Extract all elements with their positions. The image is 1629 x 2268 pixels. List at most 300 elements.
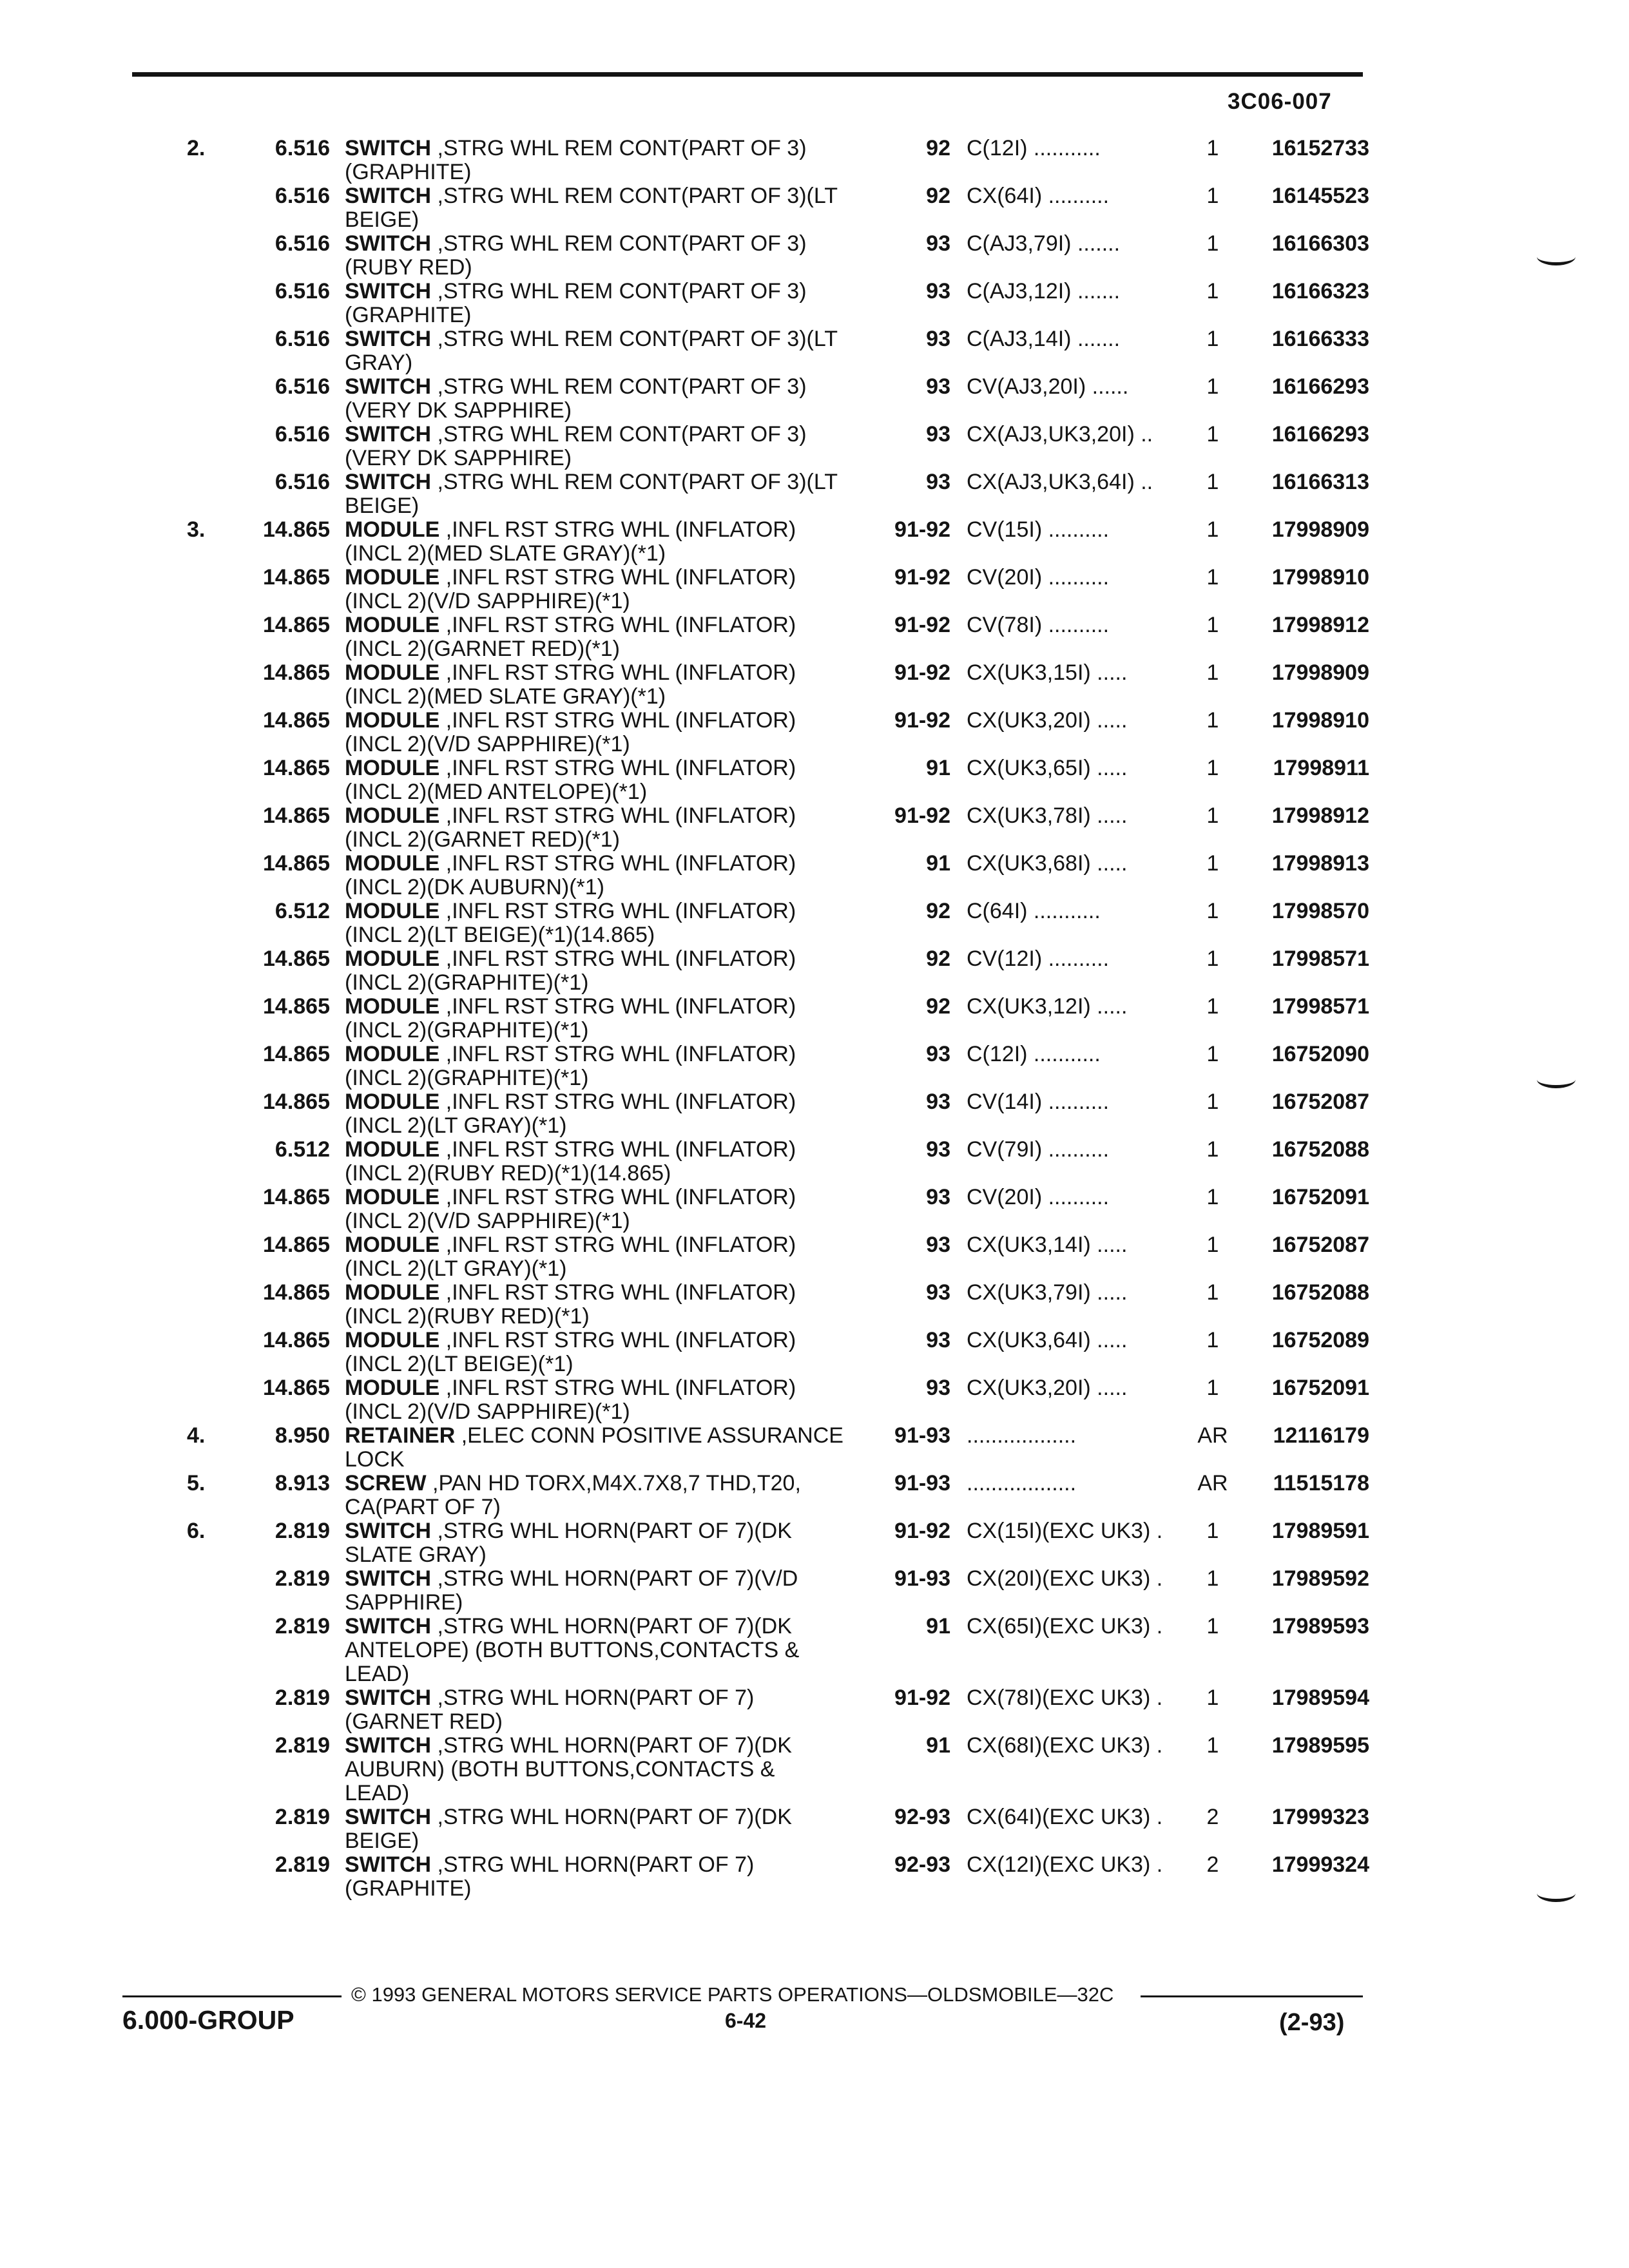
description-line-2: CA(PART OF 7)	[345, 1495, 501, 1519]
part-name: SWITCH	[345, 422, 432, 447]
part-number: 17989595	[1271, 1733, 1369, 1758]
model-years: 93	[926, 1376, 950, 1400]
description-line-1: ,INFL RST STRG WHL (INFLATOR)	[439, 1090, 796, 1114]
sr-code: 2.819	[275, 1686, 330, 1710]
description-line-1: ,STRG WHL REM CONT(PART OF 3)(LT	[431, 470, 838, 494]
group-label: 6.000-GROUP	[122, 2005, 294, 2035]
quantity: 1	[1206, 1090, 1219, 1114]
quantity: 1	[1206, 1328, 1219, 1352]
description-line-1: ,STRG WHL HORN(PART OF 7)(DK	[431, 1519, 792, 1543]
description-line-2: (INCL 2)(LT BEIGE)(*1)(14.865)	[345, 923, 655, 947]
parts-row	[0, 1090, 1629, 1138]
part-description	[345, 995, 873, 1043]
quantity: 1	[1206, 708, 1219, 733]
part-number: 16166333	[1271, 327, 1369, 351]
quantity: 1	[1206, 660, 1219, 685]
model-years: 93	[926, 231, 950, 256]
description-line-2: (INCL 2)(LT BEIGE)(*1)	[345, 1352, 574, 1376]
usage-code: CX(15I)(EXC UK3) .	[967, 1519, 1163, 1543]
part-number: 17989593	[1271, 1614, 1369, 1639]
description-line-1: ,INFL RST STRG WHL (INFLATOR)	[439, 1137, 796, 1162]
usage-code: ..................	[967, 1472, 1077, 1495]
parts-row	[0, 1734, 1629, 1805]
part-description	[345, 184, 873, 232]
part-name: SWITCH	[345, 1852, 432, 1877]
part-name: SWITCH	[345, 231, 432, 256]
quantity: 1	[1206, 1233, 1219, 1257]
model-years: 93	[926, 374, 950, 399]
reference-number: 3.	[187, 517, 206, 542]
quantity: 1	[1206, 422, 1219, 447]
description-line-2: SLATE GRAY)	[345, 1542, 487, 1567]
part-number: 17998912	[1271, 803, 1369, 828]
part-description	[345, 1472, 873, 1519]
part-number: 16752088	[1271, 1280, 1369, 1305]
model-years: 91-92	[894, 708, 950, 733]
description-line-2: GRAY)	[345, 351, 413, 375]
parts-row	[0, 947, 1629, 995]
description-line-1: ,PAN HD TORX,M4X.7X8,7 THD,T20,	[426, 1471, 801, 1495]
model-years: 93	[926, 1185, 950, 1209]
model-years: 93	[926, 422, 950, 447]
model-years: 91	[926, 1733, 950, 1758]
usage-code: CX(UK3,20I) .....	[967, 1376, 1128, 1400]
sr-code: 14.865	[263, 1328, 330, 1352]
part-number: 12116179	[1273, 1423, 1369, 1448]
part-number: 17998570	[1271, 899, 1369, 923]
part-number: 17998909	[1271, 660, 1369, 685]
quantity: 1	[1206, 184, 1219, 208]
description-line-2: (INCL 2)(RUBY RED)(*1)	[345, 1304, 590, 1329]
parts-row	[0, 423, 1629, 470]
sr-code: 14.865	[263, 851, 330, 876]
usage-code: C(12I) ...........	[967, 137, 1101, 160]
parts-row	[0, 613, 1629, 661]
margin-tick-mark	[1537, 1885, 1576, 1902]
sr-code: 2.819	[275, 1733, 330, 1758]
part-description	[345, 613, 873, 661]
part-number: 16752088	[1271, 1137, 1369, 1162]
part-number: 11515178	[1273, 1471, 1369, 1495]
part-number: 17998911	[1273, 756, 1369, 780]
part-name: MODULE	[345, 517, 440, 542]
model-years: 91	[926, 851, 950, 876]
part-name: MODULE	[345, 1185, 440, 1209]
part-name: SWITCH	[345, 1614, 432, 1639]
parts-row	[0, 1472, 1629, 1519]
sr-code: 2.819	[275, 1519, 330, 1543]
description-line-2: AUBURN) (BOTH BUTTONS,CONTACTS &	[345, 1757, 775, 1782]
quantity: 1	[1206, 1686, 1219, 1710]
sr-code: 6.516	[275, 231, 330, 256]
footer-rule-left	[122, 1995, 342, 1997]
description-line-2: BEIGE)	[345, 207, 419, 232]
description-line-2: (INCL 2)(LT GRAY)(*1)	[345, 1113, 567, 1138]
description-line-2: (INCL 2)(GRAPHITE)(*1)	[345, 1018, 589, 1043]
description-line-2: (INCL 2)(RUBY RED)(*1)(14.865)	[345, 1161, 671, 1186]
part-description	[345, 1805, 873, 1853]
description-line-1: ,STRG WHL REM CONT(PART OF 3)(LT	[431, 327, 838, 351]
usage-code: CV(AJ3,20I) ......	[967, 375, 1129, 399]
quantity: 1	[1206, 517, 1219, 542]
description-line-1: ,INFL RST STRG WHL (INFLATOR)	[439, 1233, 796, 1257]
model-years: 91-92	[894, 803, 950, 828]
parts-row	[0, 1567, 1629, 1615]
description-line-1: ,STRG WHL REM CONT(PART OF 3)	[431, 231, 807, 256]
description-line-2: LOCK	[345, 1447, 405, 1472]
part-description	[345, 375, 873, 423]
quantity: 1	[1206, 327, 1219, 351]
description-line-1: ,INFL RST STRG WHL (INFLATOR)	[439, 1042, 796, 1066]
description-line-2: (INCL 2)(V/D SAPPHIRE)(*1)	[345, 589, 630, 613]
description-line-2: (INCL 2)(V/D SAPPHIRE)(*1)	[345, 1399, 630, 1424]
parts-row	[0, 1424, 1629, 1472]
description-line-2: (GARNET RED)	[345, 1709, 503, 1734]
description-line-2: ANTELOPE) (BOTH BUTTONS,CONTACTS &	[345, 1638, 800, 1662]
description-line-2: (INCL 2)(V/D SAPPHIRE)(*1)	[345, 1209, 630, 1233]
reference-number: 4.	[187, 1423, 206, 1448]
parts-row	[0, 1686, 1629, 1734]
usage-code: CV(20I) ..........	[967, 1186, 1110, 1209]
quantity: 1	[1206, 947, 1219, 971]
model-years: 91	[926, 1614, 950, 1639]
model-years: 93	[926, 1280, 950, 1305]
description-line-1: ,INFL RST STRG WHL (INFLATOR)	[439, 565, 796, 590]
quantity: 1	[1206, 1185, 1219, 1209]
description-line-2: (GRAPHITE)	[345, 1876, 472, 1901]
part-name: SCREW	[345, 1471, 427, 1495]
usage-code: CX(65I)(EXC UK3) .	[967, 1615, 1163, 1639]
model-years: 93	[926, 470, 950, 494]
page-number: 6-42	[725, 2009, 767, 2032]
usage-code: CX(AJ3,UK3,64I) ..	[967, 470, 1153, 494]
description-line-2: (INCL 2)(GARNET RED)(*1)	[345, 827, 620, 852]
model-years: 93	[926, 1042, 950, 1066]
model-years: 92	[926, 994, 950, 1019]
parts-row	[0, 280, 1629, 327]
part-description	[345, 1615, 873, 1686]
description-line-1: ,INFL RST STRG WHL (INFLATOR)	[439, 851, 796, 876]
parts-row	[0, 1138, 1629, 1186]
page-code: 3C06-007	[1228, 89, 1332, 114]
quantity: 1	[1206, 994, 1219, 1019]
description-line-2: BEIGE)	[345, 1829, 419, 1853]
parts-row	[0, 1329, 1629, 1376]
part-name: MODULE	[345, 1233, 440, 1257]
usage-code: CX(UK3,68I) .....	[967, 852, 1128, 876]
description-line-2: (INCL 2)(GRAPHITE)(*1)	[345, 970, 589, 995]
usage-code: CX(UK3,20I) .....	[967, 709, 1128, 733]
sr-code: 6.516	[275, 374, 330, 399]
description-line-2: (VERY DK SAPPHIRE)	[345, 398, 572, 423]
model-years: 92	[926, 136, 950, 160]
quantity: 1	[1206, 851, 1219, 876]
parts-row	[0, 1233, 1629, 1281]
part-name: MODULE	[345, 613, 440, 637]
part-name: MODULE	[345, 1376, 440, 1400]
part-name: SWITCH	[345, 136, 432, 160]
part-description	[345, 566, 873, 613]
usage-code: C(AJ3,12I) .......	[967, 280, 1121, 303]
reference-number: 2.	[187, 136, 206, 160]
description-line-1: ,INFL RST STRG WHL (INFLATOR)	[439, 947, 796, 971]
part-description	[345, 1281, 873, 1329]
part-number: 16166313	[1271, 470, 1369, 494]
description-line-1: ,STRG WHL HORN(PART OF 7)(V/D	[431, 1566, 798, 1591]
usage-code: CV(20I) ..........	[967, 566, 1110, 590]
description-line-1: ,INFL RST STRG WHL (INFLATOR)	[439, 660, 796, 685]
sr-code: 14.865	[263, 517, 330, 542]
model-years: 92	[926, 184, 950, 208]
part-number: 16166293	[1271, 374, 1369, 399]
margin-tick-mark	[1537, 1071, 1576, 1088]
parts-row	[0, 1376, 1629, 1424]
model-years: 93	[926, 1328, 950, 1352]
parts-row	[0, 995, 1629, 1043]
description-line-2: (INCL 2)(V/D SAPPHIRE)(*1)	[345, 732, 630, 756]
usage-code: CX(UK3,14I) .....	[967, 1233, 1128, 1257]
part-name: MODULE	[345, 947, 440, 971]
part-description	[345, 1329, 873, 1376]
usage-code: CX(64I)(EXC UK3) .	[967, 1805, 1163, 1829]
part-name: SWITCH	[345, 327, 432, 351]
parts-row	[0, 232, 1629, 280]
part-description	[345, 1138, 873, 1186]
parts-row	[0, 804, 1629, 852]
part-name: SWITCH	[345, 279, 432, 303]
part-name: SWITCH	[345, 470, 432, 494]
part-description	[345, 1567, 873, 1615]
usage-code: CX(68I)(EXC UK3) .	[967, 1734, 1163, 1758]
part-number: 16166293	[1271, 422, 1369, 447]
part-description	[345, 1519, 873, 1567]
part-number: 16752089	[1271, 1328, 1369, 1352]
quantity: 1	[1206, 374, 1219, 399]
sr-code: 6.516	[275, 279, 330, 303]
sr-code: 14.865	[263, 994, 330, 1019]
description-line-1: ,INFL RST STRG WHL (INFLATOR)	[439, 756, 796, 780]
quantity: 1	[1206, 1733, 1219, 1758]
part-name: SWITCH	[345, 184, 432, 208]
part-description	[345, 1686, 873, 1734]
description-line-1: ,STRG WHL REM CONT(PART OF 3)	[431, 422, 807, 447]
part-name: MODULE	[345, 660, 440, 685]
description-line-1: ,INFL RST STRG WHL (INFLATOR)	[439, 1376, 796, 1400]
copyright-notice: © 1993 GENERAL MOTORS SERVICE PARTS OPERATIONS—OLDSMOBILE—32C	[351, 1983, 1114, 2006]
description-line-2: (VERY DK SAPPHIRE)	[345, 446, 572, 470]
sr-code: 6.516	[275, 470, 330, 494]
model-years: 91-93	[894, 1471, 950, 1495]
model-years: 93	[926, 1137, 950, 1162]
usage-code: C(12I) ...........	[967, 1043, 1101, 1066]
usage-code: CX(78I)(EXC UK3) .	[967, 1686, 1163, 1710]
usage-code: CX(64I) ..........	[967, 184, 1110, 208]
part-number: 16752091	[1271, 1376, 1369, 1400]
sr-code: 14.865	[263, 1233, 330, 1257]
model-years: 93	[926, 1090, 950, 1114]
sr-code: 14.865	[263, 1185, 330, 1209]
quantity: 1	[1206, 1042, 1219, 1066]
parts-row	[0, 184, 1629, 232]
usage-code: CV(15I) ..........	[967, 518, 1110, 542]
part-number: 16752087	[1271, 1233, 1369, 1257]
usage-code: CX(UK3,65I) .....	[967, 756, 1128, 780]
model-years: 93	[926, 327, 950, 351]
parts-row	[0, 470, 1629, 518]
quantity: 1	[1206, 136, 1219, 160]
parts-row	[0, 1281, 1629, 1329]
model-years: 91	[926, 756, 950, 780]
part-number: 17989592	[1271, 1566, 1369, 1591]
model-years: 91-93	[894, 1423, 950, 1448]
part-name: MODULE	[345, 565, 440, 590]
part-name: MODULE	[345, 1090, 440, 1114]
quantity: 1	[1206, 1519, 1219, 1543]
usage-code: C(AJ3,79I) .......	[967, 232, 1121, 256]
sr-code: 2.819	[275, 1614, 330, 1639]
part-description	[345, 1186, 873, 1233]
description-line-1: ,STRG WHL HORN(PART OF 7)(DK	[431, 1805, 792, 1829]
part-description	[345, 327, 873, 375]
description-line-1: ,INFL RST STRG WHL (INFLATOR)	[439, 1328, 796, 1352]
margin-tick-mark	[1537, 248, 1576, 265]
part-description	[345, 1043, 873, 1090]
parts-row	[0, 137, 1629, 184]
footer-rule-right	[1141, 1995, 1363, 1997]
part-description	[345, 804, 873, 852]
sr-code: 6.512	[275, 899, 330, 923]
parts-row	[0, 1853, 1629, 1901]
description-line-2: (GRAPHITE)	[345, 160, 472, 184]
quantity: 2	[1206, 1852, 1219, 1877]
part-name: MODULE	[345, 1042, 440, 1066]
usage-code: CX(UK3,15I) .....	[967, 661, 1128, 685]
model-years: 91-92	[894, 517, 950, 542]
quantity: 1	[1206, 1137, 1219, 1162]
description-line-2: (RUBY RED)	[345, 255, 472, 280]
sr-code: 14.865	[263, 756, 330, 780]
part-description	[345, 661, 873, 709]
part-name: MODULE	[345, 803, 440, 828]
description-line-1: ,INFL RST STRG WHL (INFLATOR)	[439, 517, 796, 542]
part-number: 17999323	[1271, 1805, 1369, 1829]
part-description	[345, 1090, 873, 1138]
part-number: 17998571	[1271, 947, 1369, 971]
part-name: MODULE	[345, 756, 440, 780]
model-years: 92-93	[894, 1852, 950, 1877]
sr-code: 2.819	[275, 1852, 330, 1877]
parts-row	[0, 1519, 1629, 1567]
description-line-1: ,INFL RST STRG WHL (INFLATOR)	[439, 994, 796, 1019]
model-years: 93	[926, 1233, 950, 1257]
sr-code: 6.516	[275, 327, 330, 351]
part-number: 17999324	[1271, 1852, 1369, 1877]
part-description	[345, 709, 873, 756]
part-description	[345, 1376, 873, 1424]
quantity: AR	[1197, 1423, 1228, 1448]
usage-code: CV(14I) ..........	[967, 1090, 1110, 1114]
description-line-1: ,STRG WHL REM CONT(PART OF 3)	[431, 279, 807, 303]
usage-code: CX(UK3,78I) .....	[967, 804, 1128, 828]
usage-code: CV(79I) ..........	[967, 1138, 1110, 1162]
sr-code: 14.865	[263, 803, 330, 828]
quantity: 1	[1206, 1376, 1219, 1400]
quantity: 1	[1206, 1614, 1219, 1639]
part-name: MODULE	[345, 1137, 440, 1162]
description-line-1: ,STRG WHL HORN(PART OF 7)(DK	[431, 1733, 792, 1758]
description-line-2: BEIGE)	[345, 494, 419, 518]
part-name: SWITCH	[345, 1519, 432, 1543]
parts-row	[0, 852, 1629, 899]
description-line-1: ,STRG WHL HORN(PART OF 7)	[431, 1686, 755, 1710]
part-description	[345, 852, 873, 899]
usage-code: CX(UK3,64I) .....	[967, 1329, 1128, 1352]
model-years: 91-93	[894, 1566, 950, 1591]
parts-row	[0, 899, 1629, 947]
sr-code: 14.865	[263, 1042, 330, 1066]
part-description	[345, 1233, 873, 1281]
sr-code: 14.865	[263, 947, 330, 971]
parts-row	[0, 375, 1629, 423]
description-line-1: ,INFL RST STRG WHL (INFLATOR)	[439, 803, 796, 828]
part-name: MODULE	[345, 1328, 440, 1352]
part-description	[345, 232, 873, 280]
sr-code: 6.516	[275, 422, 330, 447]
description-line-2: (INCL 2)(DK AUBURN)(*1)	[345, 875, 605, 899]
model-years: 91-92	[894, 1519, 950, 1543]
part-number: 17989591	[1271, 1519, 1369, 1543]
part-name: RETAINER	[345, 1423, 456, 1448]
description-line-1: ,STRG WHL HORN(PART OF 7)(DK	[431, 1614, 792, 1639]
parts-row	[0, 709, 1629, 756]
part-number: 16152733	[1271, 136, 1369, 160]
part-description	[345, 470, 873, 518]
quantity: 2	[1206, 1805, 1219, 1829]
part-name: SWITCH	[345, 1805, 432, 1829]
part-number: 16166323	[1271, 279, 1369, 303]
description-line-1: ,INFL RST STRG WHL (INFLATOR)	[439, 708, 796, 733]
model-years: 91-92	[894, 613, 950, 637]
description-line-2: (INCL 2)(MED ANTELOPE)(*1)	[345, 780, 648, 804]
description-line-1: ,ELEC CONN POSITIVE ASSURANCE	[455, 1423, 843, 1448]
part-description	[345, 1853, 873, 1901]
model-years: 91-92	[894, 565, 950, 590]
part-description	[345, 423, 873, 470]
description-line-1: ,STRG WHL HORN(PART OF 7)	[431, 1852, 755, 1877]
part-number: 17998910	[1271, 708, 1369, 733]
sr-code: 6.516	[275, 184, 330, 208]
part-description	[345, 947, 873, 995]
usage-code: CX(12I)(EXC UK3) .	[967, 1853, 1163, 1877]
description-line-1: ,STRG WHL REM CONT(PART OF 3)(LT	[431, 184, 838, 208]
part-description	[345, 899, 873, 947]
part-number: 16752090	[1271, 1042, 1369, 1066]
sr-code: 14.865	[263, 708, 330, 733]
quantity: 1	[1206, 899, 1219, 923]
parts-row	[0, 1805, 1629, 1853]
description-line-2: (GRAPHITE)	[345, 303, 472, 327]
part-description	[345, 1734, 873, 1805]
parts-list	[0, 137, 1629, 1901]
part-name: MODULE	[345, 708, 440, 733]
model-years: 93	[926, 279, 950, 303]
model-years: 92-93	[894, 1805, 950, 1829]
parts-row	[0, 566, 1629, 613]
parts-row	[0, 756, 1629, 804]
description-line-2: (INCL 2)(MED SLATE GRAY)(*1)	[345, 684, 666, 709]
sr-code: 2.819	[275, 1566, 330, 1591]
part-number: 16752091	[1271, 1185, 1369, 1209]
